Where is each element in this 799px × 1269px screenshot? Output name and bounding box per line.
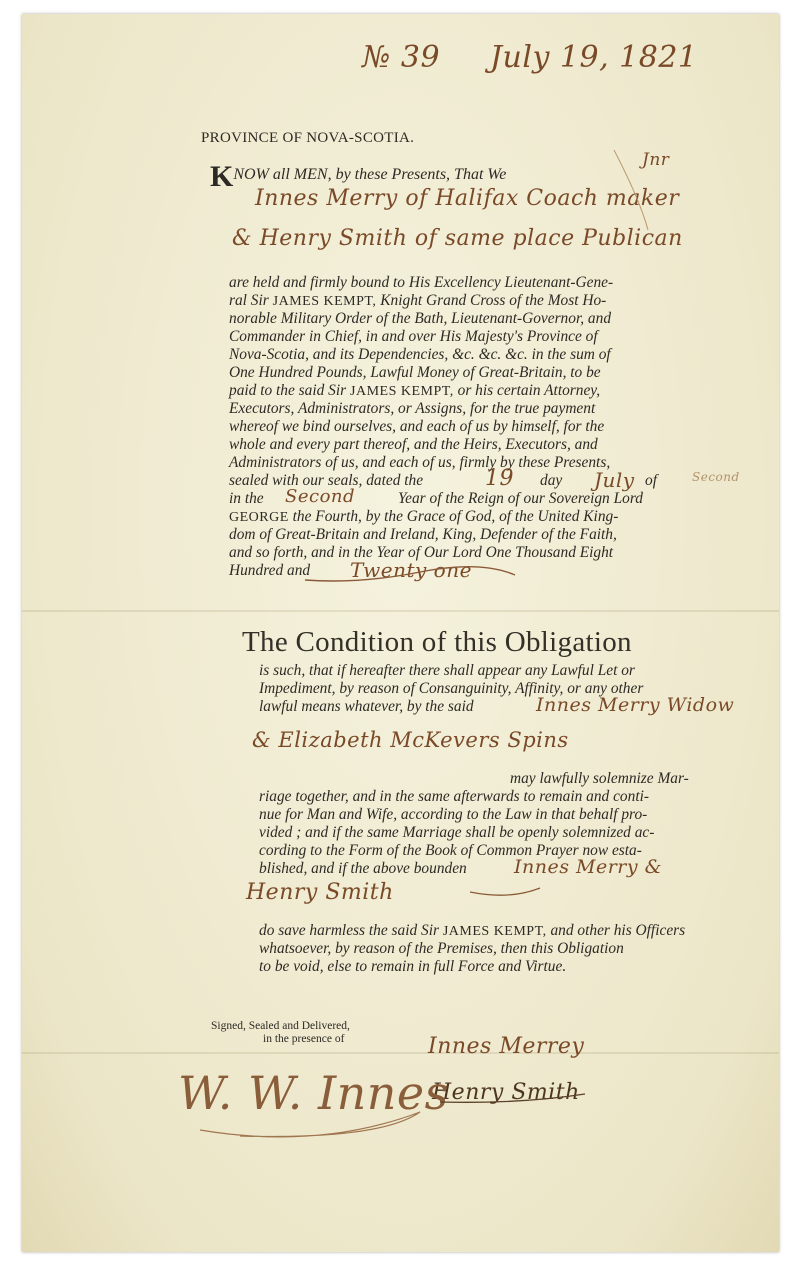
witness-caption-line: in the presence of xyxy=(263,1033,345,1045)
bond-text-segment: paid to the said Sir xyxy=(229,382,347,399)
fold-line xyxy=(22,610,779,612)
document-number: № 39 xyxy=(362,40,441,75)
bond-text-line: Executors, Administrators, or Assigns, for the true payment xyxy=(229,400,596,417)
bond-text-segment: Year of the Reign of our Sovereign Lord xyxy=(398,490,643,507)
signature-innes: Innes Merrey xyxy=(428,1034,585,1059)
bond-text-line: Commander in Chief, in and over His Majesty's Province of xyxy=(229,328,598,345)
witness-caption-line: Signed, Sealed and Delivered, xyxy=(211,1020,350,1032)
month-entry: July xyxy=(594,468,635,492)
bond-text-line: dom of Great-Britain and Ireland, King, Defender of the Faith, xyxy=(229,526,617,543)
of-extra-entry: Second xyxy=(692,470,740,484)
signature-henry: Henry Smith xyxy=(432,1080,580,1105)
bride-entry: & Elizabeth McKevers Spins xyxy=(252,728,569,752)
bond-text-line xyxy=(229,292,606,311)
bond-text-line: whereof we bind ourselves, and each of us by himself, for the xyxy=(229,418,605,435)
bond-text-line xyxy=(229,508,618,527)
fold-line xyxy=(22,1052,779,1054)
year-words-entry: Twenty one xyxy=(350,558,472,582)
bond-text-segment: of xyxy=(645,472,657,489)
party-line-2: & Henry Smith of same place Publican xyxy=(232,226,683,251)
condition-text-line: riage together, and in the same afterwards to remain and conti- xyxy=(259,788,650,805)
kempt-name: JAMES KEMPT, xyxy=(350,384,454,399)
condition-heading: The Condition of this Obligation xyxy=(242,626,632,658)
bond-text-segment: or his certain Attorney, xyxy=(457,382,601,399)
groom-entry: Innes Merry Widow xyxy=(536,694,735,716)
signature-witness: W. W. Innes xyxy=(178,1066,449,1120)
day-entry: 19 xyxy=(485,466,514,491)
bond-text-segment: the Fourth, by the Grace of God, of the United King- xyxy=(292,508,619,525)
release-text-line: to be void, else to remain in full Force and Virtue. xyxy=(259,958,567,975)
condition-text-line: may lawfully solemnize Mar- xyxy=(510,770,689,787)
condition-text-line: blished, and if the above bounden xyxy=(259,860,467,877)
bounden-entry-1: Innes Merry & xyxy=(514,856,663,878)
bond-text-line: are held and firmly bound to His Excellency Lieutenant-Gene- xyxy=(229,274,614,291)
condition-text-line: lawful means whatever, by the said xyxy=(259,698,474,715)
bond-text-segment: Knight Grand Cross of the Most Ho- xyxy=(380,292,607,309)
condition-text-line: Impediment, by reason of Consanguinity, Affinity, or any other xyxy=(259,680,644,697)
bond-text-line: whole and every part thereof, and the Heirs, Executors, and xyxy=(229,436,598,453)
reign-year-entry: Second xyxy=(285,486,356,507)
bond-text-line: One Hundred Pounds, Lawful Money of Great-Britain, to be xyxy=(229,364,601,381)
condition-text-line: vided ; and if the same Marriage shall be openly solemnized ac- xyxy=(259,824,655,841)
condition-text-line: nue for Man and Wife, according to the Law in that behalf pro- xyxy=(259,806,648,823)
witness-caption xyxy=(211,1020,350,1046)
release-text-line: whatsoever, by reason of the Premises, then this Obligation xyxy=(259,940,624,957)
province-heading: PROVINCE OF NOVA-SCOTIA. xyxy=(201,130,415,146)
release-text-line xyxy=(259,922,685,941)
bond-text-line: norable Military Order of the Bath, Lieutenant-Governor, and xyxy=(229,310,612,327)
bounden-entry-2: Henry Smith xyxy=(246,880,394,905)
opening-text: NOW all MEN, by these Presents, That We xyxy=(233,166,507,183)
bond-text-line: Nova-Scotia, and its Dependencies, &c. &c. &c. in the sum of xyxy=(229,346,611,363)
bond-text-segment: in the xyxy=(229,490,264,507)
kempt-name: JAMES KEMPT, xyxy=(272,294,377,309)
bond-text-line xyxy=(229,382,600,401)
george-name: GEORGE xyxy=(229,510,289,525)
bond-text-segment: ral Sir xyxy=(229,292,269,309)
release-text-segment: and other his Officers xyxy=(550,922,686,939)
bond-text-segment: day xyxy=(540,472,563,489)
condition-text-line: is such, that if hereafter there shall appear any Lawful Let or xyxy=(259,662,635,679)
bond-text-segment: Hundred and xyxy=(229,562,311,579)
party-line-1-extra: Jnr xyxy=(642,150,670,170)
party-line-1: Innes Merry of Halifax Coach maker xyxy=(255,186,680,211)
bond-text-line: and so forth, and in the Year of Our Lord One Thousand Eight xyxy=(229,544,614,561)
bond-text-line: sealed with our seals, dated the xyxy=(229,472,424,489)
drop-initial: K xyxy=(210,160,234,193)
kempt-name: JAMES KEMPT, xyxy=(442,924,547,939)
document-date: July 19, 1821 xyxy=(490,40,698,75)
condition-text-line: cording to the Form of the Book of Common Prayer now esta- xyxy=(259,842,642,859)
release-text-segment: do save harmless the said Sir xyxy=(259,922,439,939)
bond-text-line: Administrators of us, and each of us, firmly by these Presents, xyxy=(229,454,611,471)
